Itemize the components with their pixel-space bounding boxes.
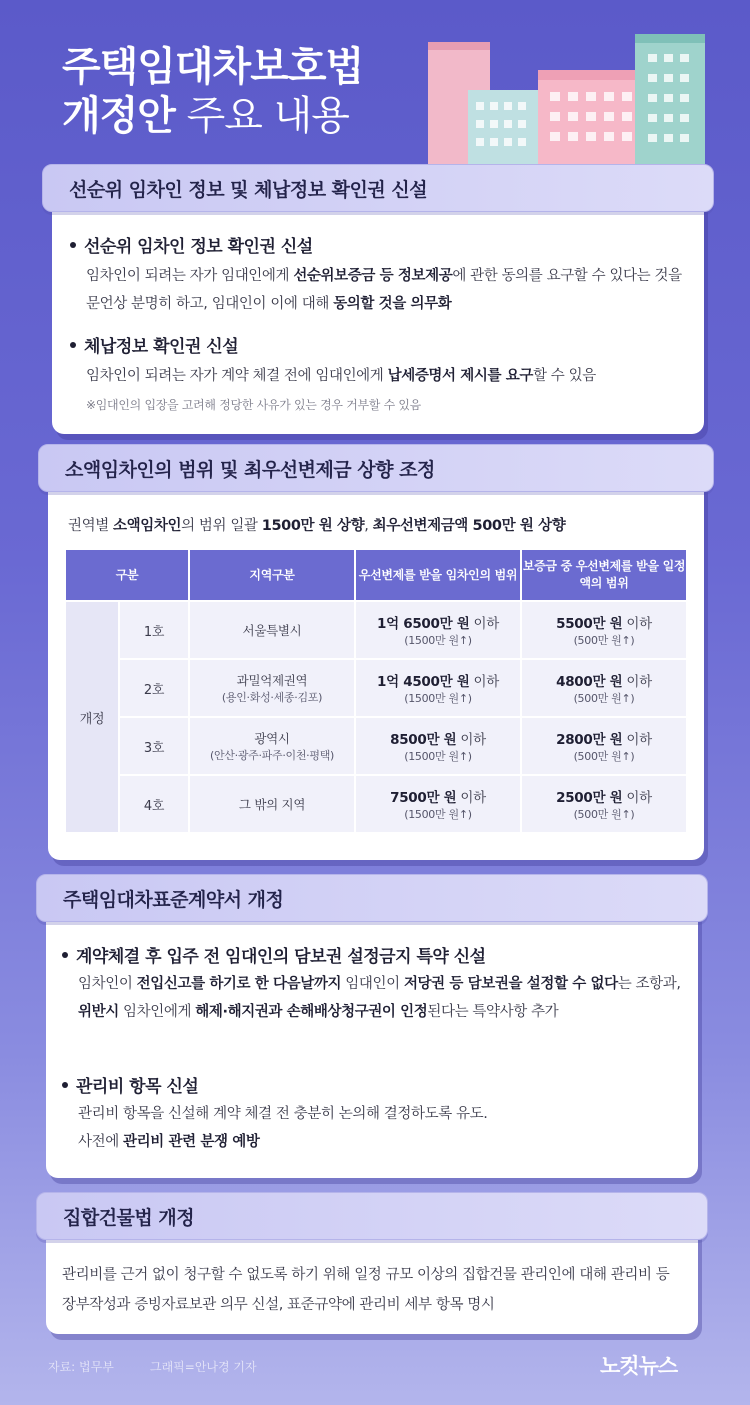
region-name: 광역시 [254,731,290,746]
amount-increase: (500만 원↑) [573,750,635,763]
range-cell [356,602,520,658]
item-title [70,332,238,357]
text: 사전에 [78,1134,124,1150]
source-credit: 자료: 법무부 [48,1360,114,1374]
title-line2 [62,90,363,142]
section-heading: 선순위 임차인 정보 및 체납정보 확인권 신설 [42,164,714,212]
text: 임차인이 [78,976,137,992]
range-suffix: 이하 [456,732,486,748]
bullet-icon [70,242,76,248]
item-body [78,1100,682,1156]
amount-cell [522,602,686,658]
range-value: 1억 4500만 원 [377,674,470,690]
text-bold: 해제·해지권과 손해배상청구권이 인정 [195,1004,428,1020]
text: 의 범위 일괄 [181,518,262,534]
text-bold: 선순위보증금 등 정보제공 [293,268,453,284]
item-body [86,262,686,318]
text: 임대인이 [341,976,404,992]
table-row [66,718,686,774]
row-number-cell: 2호 [120,660,188,716]
text-bold: 전입신고를 하기로 한 다음날까지 [136,976,342,992]
amount-value: 2500만 원 [556,790,623,806]
section-standard-contract-card [46,882,698,1178]
amount-increase: (500만 원↑) [573,808,635,821]
title-line2-rest: 주요 내용 [174,93,349,139]
nocut-news-logo: 노컷뉴스 [600,1354,678,1378]
text-bold: 관리비 관련 분쟁 예방 [123,1134,260,1150]
amount-value: 2800만 원 [556,732,623,748]
section-collective-building-card [46,1200,698,1334]
range-suffix: 이하 [469,674,499,690]
text: 임차인에게 [118,1004,196,1020]
section-tenant-info-card [52,172,704,434]
item-title-text: 관리비 항목 신설 [76,1077,199,1097]
region-cell [190,776,354,832]
item-body: 관리비를 근거 없이 청구할 수 없도록 하기 위해 일정 규모 이상의 집합건물 관리인에 대해 관리비 등 장부작성과 증빙자료보관 의무 신설, 표준규약에 관리비 세부 항목 명시 [62,1267,670,1313]
text: 할 수 있음 [532,368,596,384]
range-value: 1억 6500만 원 [377,616,470,632]
region-name: 과밀억제권역 [236,673,308,688]
range-increase: (1500만 원↑) [404,808,472,821]
column-header: 보증금 중 우선변제를 받을 일정액의 범위 [522,550,686,600]
column-header: 우선변제를 받을 임차인의 범위 [356,550,520,600]
bullet-icon [62,1082,68,1088]
range-cell [356,718,520,774]
text-bold: 최우선변제금액 500만 원 상향 [372,518,566,534]
region-detail: (용인·화성·세종·김포) [221,691,323,704]
section-heading: 소액임차인의 범위 및 최우선변제금 상향 조정 [38,444,714,492]
region-cell [190,602,354,658]
region-name: 서울특별시 [242,623,302,638]
range-increase: (1500만 원↑) [404,692,472,705]
range-value: 7500만 원 [390,790,457,806]
amount-suffix: 이하 [622,674,652,690]
item-title-text: 체납정보 확인권 신설 [84,337,239,357]
table-header-row [66,550,686,600]
amount-cell [522,660,686,716]
section-intro [68,512,688,540]
text-bold: 납세증명서 제시를 요구 [387,368,533,384]
text-bold: 소액임차인 [113,518,182,534]
section-small-tenant-card [48,452,704,860]
region-detail: (안산·광주·파주·이천·평택) [209,749,335,762]
amount-cell [522,718,686,774]
graphic-credit: 그래픽=안나경 기자 [150,1360,257,1374]
range-suffix: 이하 [456,790,486,806]
amount-cell [522,776,686,832]
text: 는 조항과, [617,976,681,992]
item-title-text: 선순위 임차인 정보 확인권 신설 [84,237,313,257]
text-bold: 저당권 등 담보권을 설정할 수 없다 [403,976,618,992]
footnote: ※임대인의 입장을 고려해 정당한 사유가 있는 경우 거부할 수 있음 [86,398,421,412]
item-title-text: 계약체결 후 입주 전 임대인의 담보권 설정금지 특약 신설 [76,947,486,967]
range-cell [356,660,520,716]
text: 에 관한 동의를 요구할 수 있다는 것을 문언상 분명히 하고, 임대인이 이에 대해 [86,268,682,312]
amount-suffix: 이하 [622,790,652,806]
item-title [62,942,486,967]
text: , [364,518,373,534]
column-header: 구분 [66,550,188,600]
amount-value: 4800만 원 [556,674,623,690]
region-cell [190,660,354,716]
row-number-cell: 1호 [120,602,188,658]
range-suffix: 이하 [469,616,499,632]
table-row [66,660,686,716]
bullet-icon [70,342,76,348]
range-increase: (1500만 원↑) [404,634,472,647]
text: 임차인이 되려는 자가 임대인에게 [86,268,294,284]
row-number-cell: 3호 [120,718,188,774]
item-title [70,232,313,257]
column-header: 지역구분 [190,550,354,600]
row-number-cell: 4호 [120,776,188,832]
text: 관리비 항목을 신설해 계약 체결 전 충분히 논의해 결정하도록 유도. [78,1106,488,1122]
amount-increase: (500만 원↑) [573,634,635,647]
range-value: 8500만 원 [390,732,457,748]
range-increase: (1500만 원↑) [404,750,472,763]
table-row [66,602,686,658]
amount-suffix: 이하 [622,616,652,632]
text-bold: 위반시 [78,1004,119,1020]
range-cell [356,776,520,832]
text-bold: 동의할 것을 의무화 [333,296,452,312]
text: 권역별 [68,518,114,534]
region-name: 그 밖의 지역 [238,797,306,812]
table-row [66,776,686,832]
section-heading: 주택임대차표준계약서 개정 [36,874,708,922]
title-line1: 주택임대차보호법 [62,44,364,90]
item-body [78,970,682,1026]
text-line [78,1128,682,1156]
limits-table [64,548,688,834]
amount-increase: (500만 원↑) [573,692,635,705]
bullet-icon [62,952,68,958]
amount-suffix: 이하 [622,732,652,748]
group-cell: 개정 [66,602,118,832]
buildings-illustration [420,30,710,170]
text-bold: 1500만 원 상향 [261,518,365,534]
section-heading: 집합건물법 개정 [36,1192,708,1240]
item-body [86,362,686,390]
amount-value: 5500만 원 [556,616,623,632]
text: 임차인이 되려는 자가 계약 체결 전에 임대인에게 [86,368,388,384]
text: 된다는 특약사항 추가 [427,1004,559,1020]
item-title [62,1072,198,1097]
title-line2-bold: 개정안 [62,93,175,139]
page-title [62,44,363,142]
region-cell [190,718,354,774]
